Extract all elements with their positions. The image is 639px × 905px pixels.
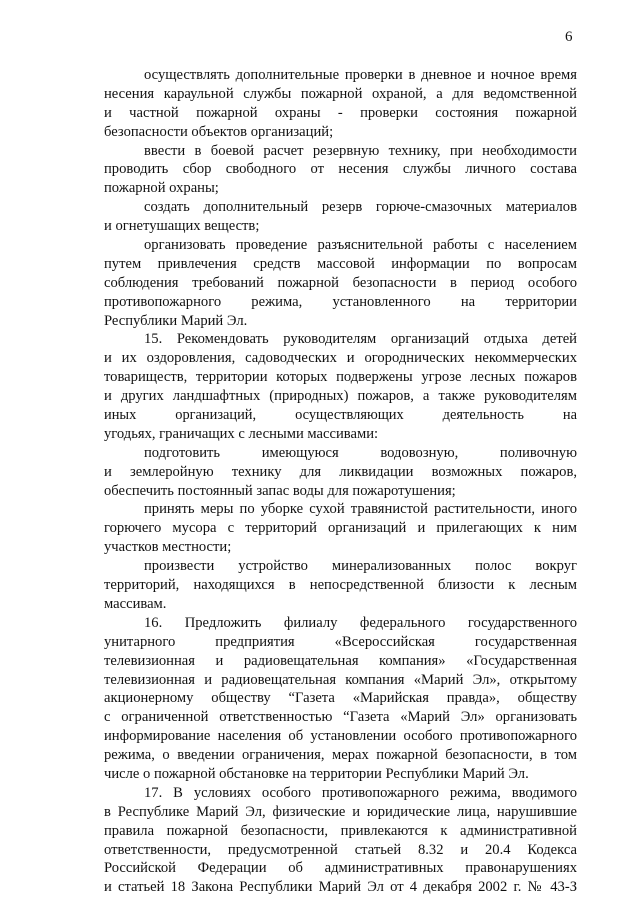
text-line: принять меры по уборке сухой травянистой растительности, иного (144, 501, 577, 518)
text-line: 17. В условиях особого противопожарного режима, вводимого (144, 784, 577, 801)
text-line: подготовить имеющуюся водовозную, поливочную (144, 444, 577, 461)
text-line: безопасности объектов организаций; (104, 123, 334, 140)
text-line: и их оздоровления, садоводческих и огороднических некоммерческих (104, 350, 577, 367)
text-line: соблюдения требований пожарной безопасности в период особого (104, 274, 577, 291)
text-line: унитарного предприятия «Всероссийская государственная (104, 633, 577, 650)
text-line: участков местности; (104, 539, 232, 556)
text-line: организовать проведение разъяснительной работы с населением (144, 237, 577, 254)
text-line: угодьях, граничащих с лесными массивами: (104, 425, 379, 442)
text-line: путем привлечения средств массовой информации по вопросам (104, 255, 577, 272)
text-line: иных организаций, осуществляющих деятельность на (104, 407, 577, 424)
text-line: обеспечить постоянный запас воды для пожаротушения; (104, 482, 456, 499)
text-line: горючего мусора с территорий организаций и прилегающих к ним (104, 520, 577, 537)
text-line: проводить сбор свободного от несения службы личного состава (104, 161, 577, 178)
text-line: и других ландшафтных (природных) пожаров, а также руководителям (104, 388, 577, 405)
text-line: режима, о введении ограничения, мерах пожарной безопасности, в том (104, 747, 577, 764)
page-number: 6 (565, 29, 573, 45)
text-line: телевизионная и радиовещательная компания «Марий Эл», открытому (104, 671, 577, 688)
text-line: правила пожарной безопасности, привлекаются к административной (104, 822, 577, 839)
text-line: и частной пожарной охраны - проверки состояния пожарной (104, 104, 577, 121)
text-line: противопожарного режима, установленного на территории (104, 293, 577, 310)
text-line: числе о пожарной обстановке на территории Республики Марий Эл. (104, 765, 529, 782)
text-line: информирование населения об установлении особого противопожарного (104, 728, 577, 745)
text-line: телевизионная и радиовещательная компания» «Государственная (104, 652, 577, 669)
text-line: территорий, находящихся в непосредственной близости к лесным (104, 577, 577, 594)
text-line: акционерному обществу “Газета «Марийская правда», обществу (104, 690, 577, 707)
text-line: 16. Предложить филиалу федерального государственного (144, 614, 577, 631)
text-line: Российской Федерации об административных правонарушениях (104, 860, 577, 877)
text-line: с ограниченной ответственностью “Газета «Марий Эл» организовать (104, 709, 577, 726)
text-line: и огнетушащих веществ; (104, 218, 260, 235)
text-line: ответственности, предусмотренной статьей 8.32 и 20.4 Кодекса (104, 841, 577, 858)
text-line: 15. Рекомендовать руководителям организаций отдыха детей (144, 331, 577, 348)
text-line: в Республике Марий Эл, физические и юридические лица, нарушившие (104, 803, 577, 820)
text-line: Республики Марий Эл. (104, 312, 248, 329)
text-line: осуществлять дополнительные проверки в дневное и ночное время (144, 67, 577, 83)
text-line: произвести устройство минерализованных полос вокруг (144, 558, 577, 575)
document-body (104, 66, 577, 897)
text-line: создать дополнительный резерв горюче-смазочных материалов (144, 199, 577, 216)
text-line: и статьей 18 Закона Республики Марий Эл от 4 декабря 2002 г. № 43-З (104, 879, 577, 896)
text-line: товариществ, территории которых подвержены угрозе лесных пожаров (104, 369, 577, 386)
text-line: несения караульной службы пожарной охраной, а для ведомственной (104, 85, 577, 102)
text-line: пожарной охраны; (104, 180, 219, 197)
text-line: массивам. (104, 595, 167, 612)
text-line: ввести в боевой расчет резервную технику, при необходимости (144, 142, 577, 159)
text-line: и землеройную технику для ликвидации возможных пожаров, (104, 463, 577, 480)
